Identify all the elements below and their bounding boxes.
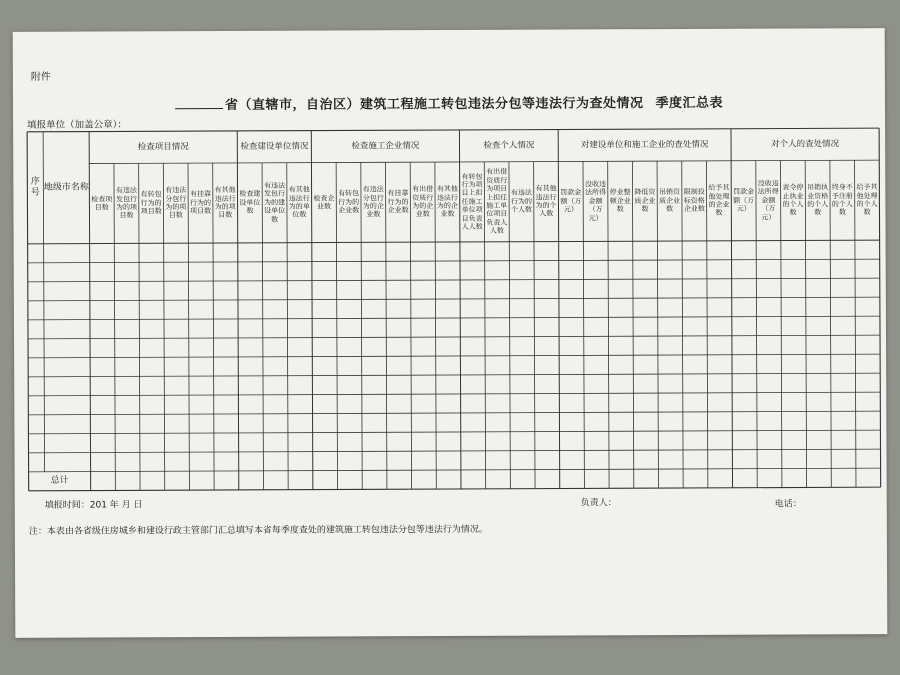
group-header: 对个人的查处情况 bbox=[771, 139, 840, 150]
sub-column-header: 检查建设单位数 bbox=[239, 190, 261, 216]
group-header: 检查施工企业情况 bbox=[351, 141, 420, 152]
sub-column-header: 降低资质企业数 bbox=[634, 188, 656, 214]
sub-column-header: 有挂靠行为的项目数 bbox=[189, 190, 212, 216]
sub-column-header: 没收违法所得金额（万元） bbox=[584, 180, 607, 222]
sub-column-header: 给予其他处理的企业数 bbox=[708, 183, 730, 218]
city-name-header: 地级市名称 bbox=[43, 182, 89, 193]
sub-column-header: 没收违法所得金额（万元） bbox=[757, 179, 779, 222]
sub-column-header: 限制投标资格企业数 bbox=[683, 188, 705, 214]
sub-column-header: 有出借资质行为的企业数 bbox=[412, 185, 434, 219]
sub-column-header: 责令停止执业的个人数 bbox=[782, 183, 804, 217]
annex-label: 附件 bbox=[30, 71, 51, 83]
sub-column-header: 吊销执业资格的个人数 bbox=[807, 183, 829, 217]
responsible-label: 负责人： bbox=[580, 498, 617, 509]
group-header: 检查个人情况 bbox=[483, 140, 535, 151]
group-header: 对建设单位和施工企业的查处情况 bbox=[580, 139, 709, 151]
sub-column-header: 检查企业数 bbox=[313, 194, 335, 211]
sub-column-header: 有挂靠行为的企业数 bbox=[387, 189, 409, 215]
fill-date-label: 填报时间：201 年 月 日 bbox=[44, 500, 143, 511]
group-header: 检查建设单位情况 bbox=[240, 141, 309, 152]
title-suffix: 季度汇总表 bbox=[655, 95, 724, 112]
sub-column-header: 有违法发包行为的项目数 bbox=[115, 186, 137, 220]
document-sheet bbox=[13, 28, 888, 638]
sub-column-header: 停业整顿企业数 bbox=[609, 188, 631, 214]
sub-column-header: 有违法分包行为的项目数 bbox=[165, 186, 187, 220]
sub-column-header: 有其他违法行为的单位数 bbox=[288, 185, 310, 220]
summary-table-grid bbox=[13, 28, 888, 638]
sub-column-header: 终身不予注册的个人数 bbox=[831, 183, 853, 217]
sub-column-header: 有违法行为的个人数 bbox=[510, 189, 533, 214]
sub-column-header: 有出借资质行为项目上担任施工单位项目负责人人数 bbox=[486, 168, 508, 235]
sub-column-header: 检查项目数 bbox=[91, 195, 113, 212]
sub-column-header: 有转包行为的企业数 bbox=[338, 189, 360, 215]
seq-header: 序号 bbox=[30, 176, 40, 198]
sub-column-header: 有转包行为的项目数 bbox=[140, 190, 162, 216]
sub-column-header: 有违法发包行为的建设单位数 bbox=[263, 181, 286, 224]
sub-column-header: 有其他违法行为的企业数 bbox=[436, 185, 458, 219]
sub-column-header: 给予其他处理的个人数 bbox=[856, 183, 878, 217]
title-main: 省（直辖市，自治区）建筑工程施工转包违法分包等违法行为查处情况 bbox=[224, 96, 644, 113]
sub-column-header: 有转包行为项目上担任施工单位项目负责人人数 bbox=[461, 172, 483, 231]
sub-column-header: 罚款金额（万元） bbox=[560, 188, 582, 214]
fill-unit-label: 填报单位（加盖公章）： bbox=[27, 119, 127, 131]
total-row-label: 总计 bbox=[50, 475, 69, 486]
footnote: 注：本表由各省级住房城乡和建设行政主管部门汇总填写本省每季度查处的建筑施工转包违法分包等违法行为情况。 bbox=[28, 524, 488, 537]
sub-column-header: 有违法分包行为的企业数 bbox=[362, 185, 384, 219]
phone-label: 电话： bbox=[774, 499, 802, 510]
group-header: 检查项目情况 bbox=[137, 142, 189, 153]
sub-column-header: 有其他违法行为的个人数 bbox=[535, 184, 557, 219]
sub-column-header: 罚款金额（万元） bbox=[733, 188, 755, 213]
sub-column-header: 有其他违法行为的项目数 bbox=[214, 186, 236, 220]
sub-column-header: 吊销资质企业数 bbox=[659, 188, 681, 214]
